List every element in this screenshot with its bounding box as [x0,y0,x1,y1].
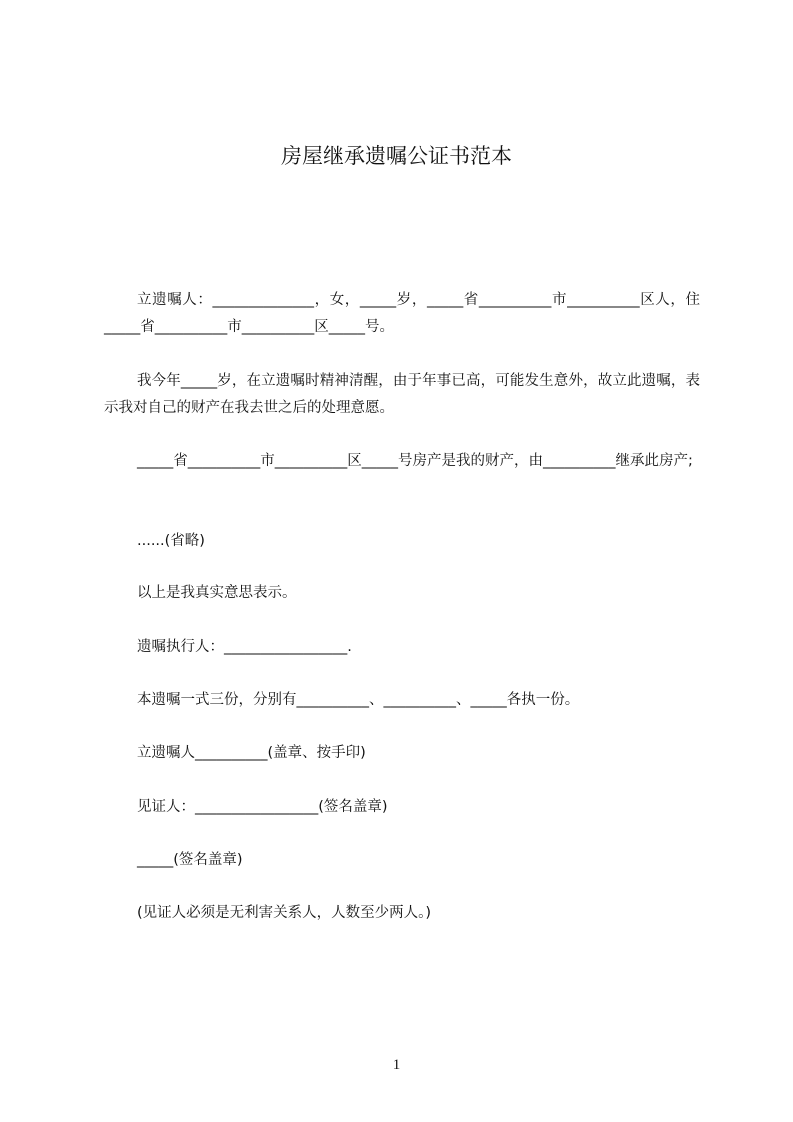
testator-signature-line: 立遗嘱人__________(盖章、按手印) [137,745,366,761]
document-title: 房屋继承遗嘱公证书范本 [281,144,512,168]
second-witness-line: _____(签名盖章) [137,852,243,868]
omitted-line: ......(省略) [137,533,205,549]
page-number: 1 [392,1057,401,1073]
intent-paragraph: 我今年_____岁，在立遗嘱时精神清醒，由于年事已高，可能发生意外，故立此遗嘱，表示我对自己的财产在我去世之后的处理意愿。 [104,373,700,416]
declaration-line: 以上是我真实意思表示。 [137,585,297,601]
testator-info-paragraph: 立遗嘱人：______________，女，_____岁，_____省__________市__________区人，住_____省__________市__________区_____号。 [104,292,700,335]
witness-note-line: (见证人必须是无利害关系人，人数至少两人。) [137,905,432,921]
property-paragraph: _____省__________市__________区_____号房产是我的财产，由__________继承此房产; [137,453,693,469]
executor-line: 遗嘱执行人：_________________. [137,639,352,655]
copies-line: 本遗嘱一式三份，分别有__________、__________、_____各执一份。 [137,692,580,708]
witness-line: 见证人：_________________(签名盖章) [137,799,388,815]
